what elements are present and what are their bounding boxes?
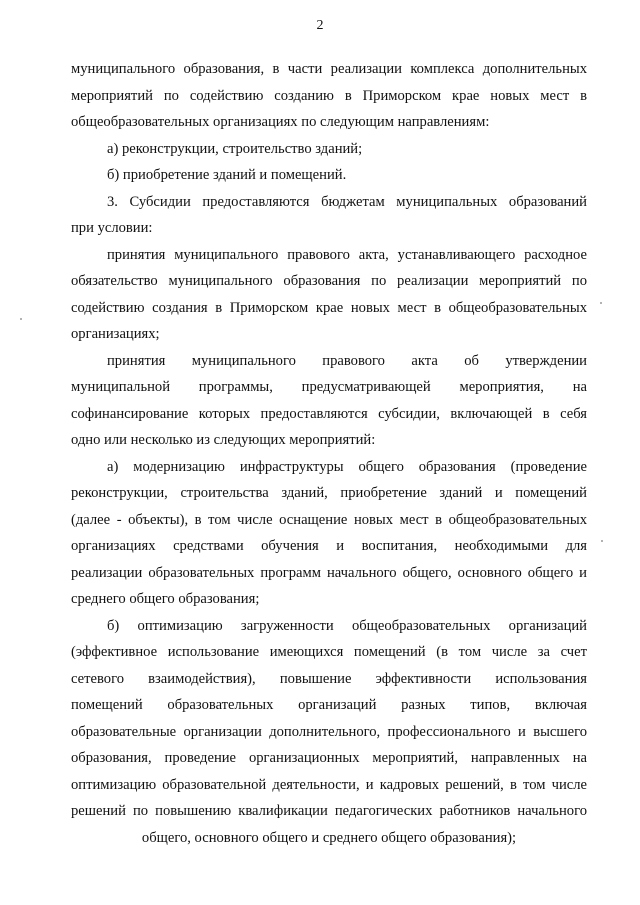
text-line: оптимизацию образовательной деятельности, и кадровых решений, в том числе	[71, 777, 587, 793]
text-line: решений по повышению квалификации педагогических работников начального	[71, 803, 587, 819]
text-line: среднего общего образования;	[71, 591, 260, 607]
list-item: б) приобретение зданий и помещений.	[107, 167, 347, 183]
text-line: муниципальной программы, предусматривающей мероприятия, на	[71, 379, 587, 395]
text-line: реконструкции, строительства зданий, приобретение зданий и помещений	[71, 485, 587, 501]
text-line: муниципального образования, в части реализации комплекса дополнительных	[71, 61, 587, 77]
list-item: а) модернизацию инфраструктуры общего образования (проведение	[107, 459, 587, 475]
text-line: образовательные организации дополнительного, профессионального и высшего	[71, 724, 587, 740]
paragraph-start: принятия муниципального правового акта, устанавливающего расходное	[107, 247, 587, 263]
text-line: сетевого взаимодействия), повышение эффективности использования	[71, 671, 587, 687]
text-line: помещений образовательных организаций разных типов, включая	[71, 697, 587, 713]
text-line: организациях;	[71, 326, 160, 342]
text-line: (далее - объекты), в том числе оснащение новых мест в общеобразовательных	[71, 512, 587, 528]
text-line: реализации образовательных программ начального общего, основного общего и	[71, 565, 587, 581]
text-line: мероприятий по содействию созданию в Приморском крае новых мест в	[71, 88, 587, 104]
text-line: при условии:	[71, 220, 153, 236]
paragraph-start: 3. Субсидии предоставляются бюджетам муниципальных образований	[107, 194, 587, 210]
text-line: содействию создания в Приморском крае новых мест в общеобразовательных	[71, 300, 587, 316]
text-line: общего, основного общего и среднего общего образования);	[141, 830, 517, 846]
text-line: общеобразовательных организациях по следующим направлениям:	[71, 114, 490, 130]
paragraph-start: принятия муниципального правового акта об утверждении	[107, 353, 587, 369]
text-line: софинансирование которых предоставляются субсидии, включающей в себя	[71, 406, 587, 422]
list-item: а) реконструкции, строительство зданий;	[107, 141, 363, 157]
scan-speck	[600, 302, 602, 304]
text-line: образования, проведение организационных мероприятий, направленных на	[71, 750, 587, 766]
list-item: б) оптимизацию загруженности общеобразовательных организаций	[107, 618, 587, 634]
text-line: обязательство муниципального образования по реализации мероприятий по	[71, 273, 587, 289]
text-line: одно или несколько из следующих мероприятий:	[71, 432, 376, 448]
page-number: 2	[316, 18, 324, 33]
text-line: организациях средствами обучения и воспитания, необходимыми для	[71, 538, 587, 554]
text-line: (эффективное использование имеющихся помещений (в том числе за счет	[71, 644, 587, 660]
scan-speck	[20, 318, 22, 320]
scan-speck	[601, 540, 603, 542]
